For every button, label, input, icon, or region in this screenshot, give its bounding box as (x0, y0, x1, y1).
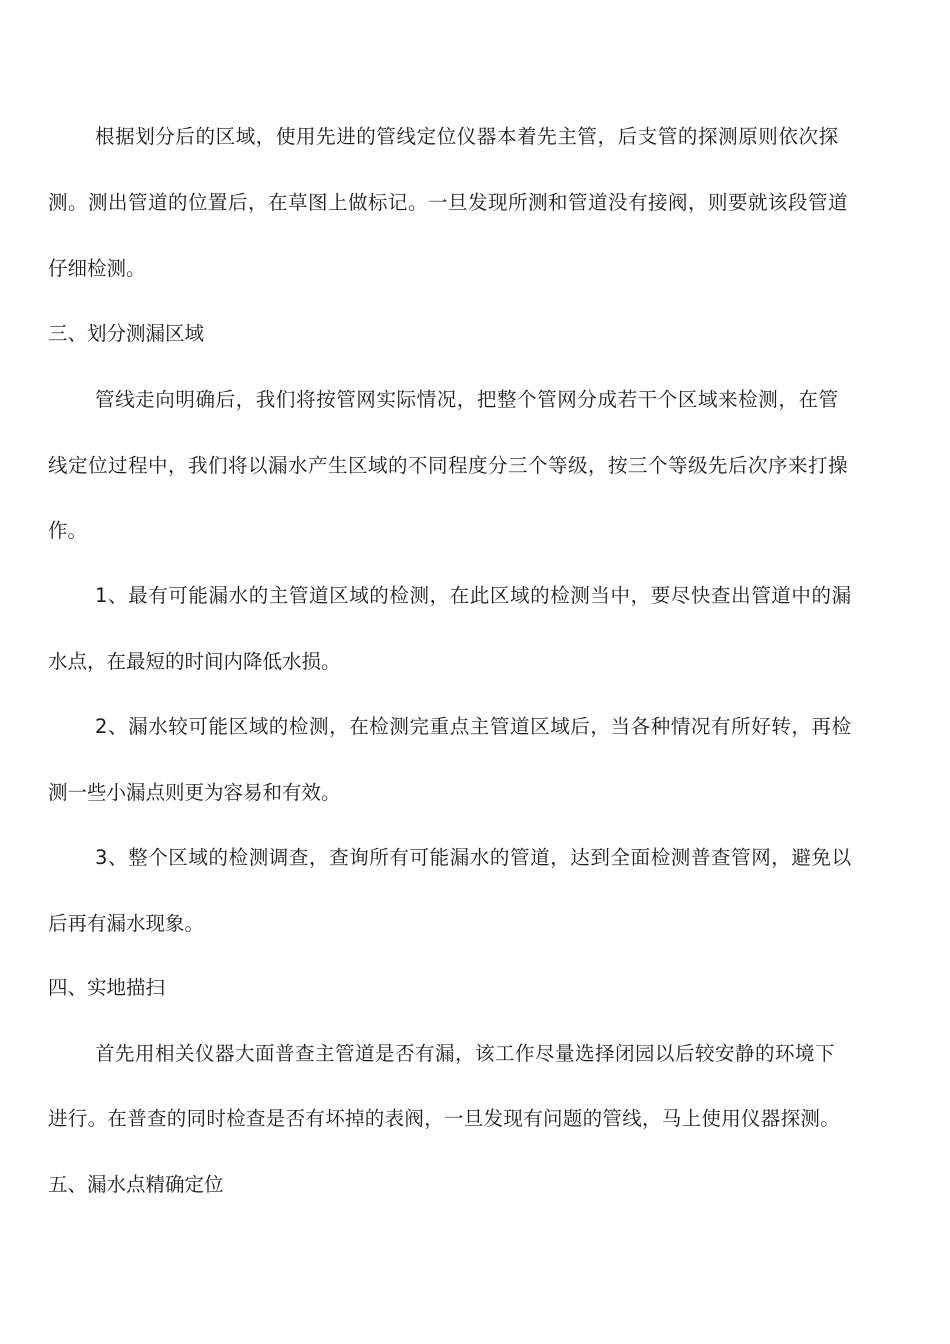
paragraph-4-line-1: 2、漏水较可能区域的检测，在检测完重点主管道区域后，当各种情况有所好转，再检 (95, 715, 852, 738)
section-heading-4: 四、实地描扫 (48, 976, 166, 999)
paragraph-2-line-1: 管线走向明确后，我们将按管网实际情况，把整个管网分成若干个区域来检测，在管 (95, 388, 839, 411)
paragraph-2-line-3: 作。 (48, 519, 88, 542)
paragraph-3-line-2: 水点，在最短的时间内降低水损。 (48, 650, 341, 673)
paragraph-5-line-1: 3、整个区域的检测调查，查询所有可能漏水的管道，达到全面检测普查管网，避免以 (95, 846, 852, 869)
paragraph-6-line-1: 首先用相关仪器大面普查主管道是否有漏，该工作尽量选择闭园以后较安静的环境下 (95, 1042, 836, 1065)
paragraph-6-line-2: 进行。在普查的同时检查是否有坏掉的表阀，一旦发现有问题的管线，马上使用仪器探测。 (48, 1107, 841, 1130)
paragraph-4-line-2: 测一些小漏点则更为容易和有效。 (48, 781, 341, 804)
paragraph-2-line-2: 线定位过程中，我们将以漏水产生区域的不同程度分三个等级，按三个等级先后次序来打操 (48, 454, 849, 477)
paragraph-1-line-1: 根据划分后的区域，使用先进的管线定位仪器本着先主管，后支管的探测原则依次探 (95, 125, 839, 148)
section-heading-3: 三、划分测漏区域 (48, 322, 205, 345)
paragraph-1-line-3: 仔细检测。 (48, 257, 146, 280)
section-heading-5: 五、漏水点精确定位 (48, 1173, 224, 1196)
paragraph-3-line-1: 1、最有可能漏水的主管道区域的检测，在此区域的检测当中，要尽快查出管道中的漏 (95, 584, 852, 607)
paragraph-1-line-2: 测。测出管道的位置后，在草图上做标记。一旦发现所测和管道没有接阀，则要就该段管道 (48, 191, 849, 214)
paragraph-5-line-2: 后再有漏水现象。 (48, 912, 205, 935)
